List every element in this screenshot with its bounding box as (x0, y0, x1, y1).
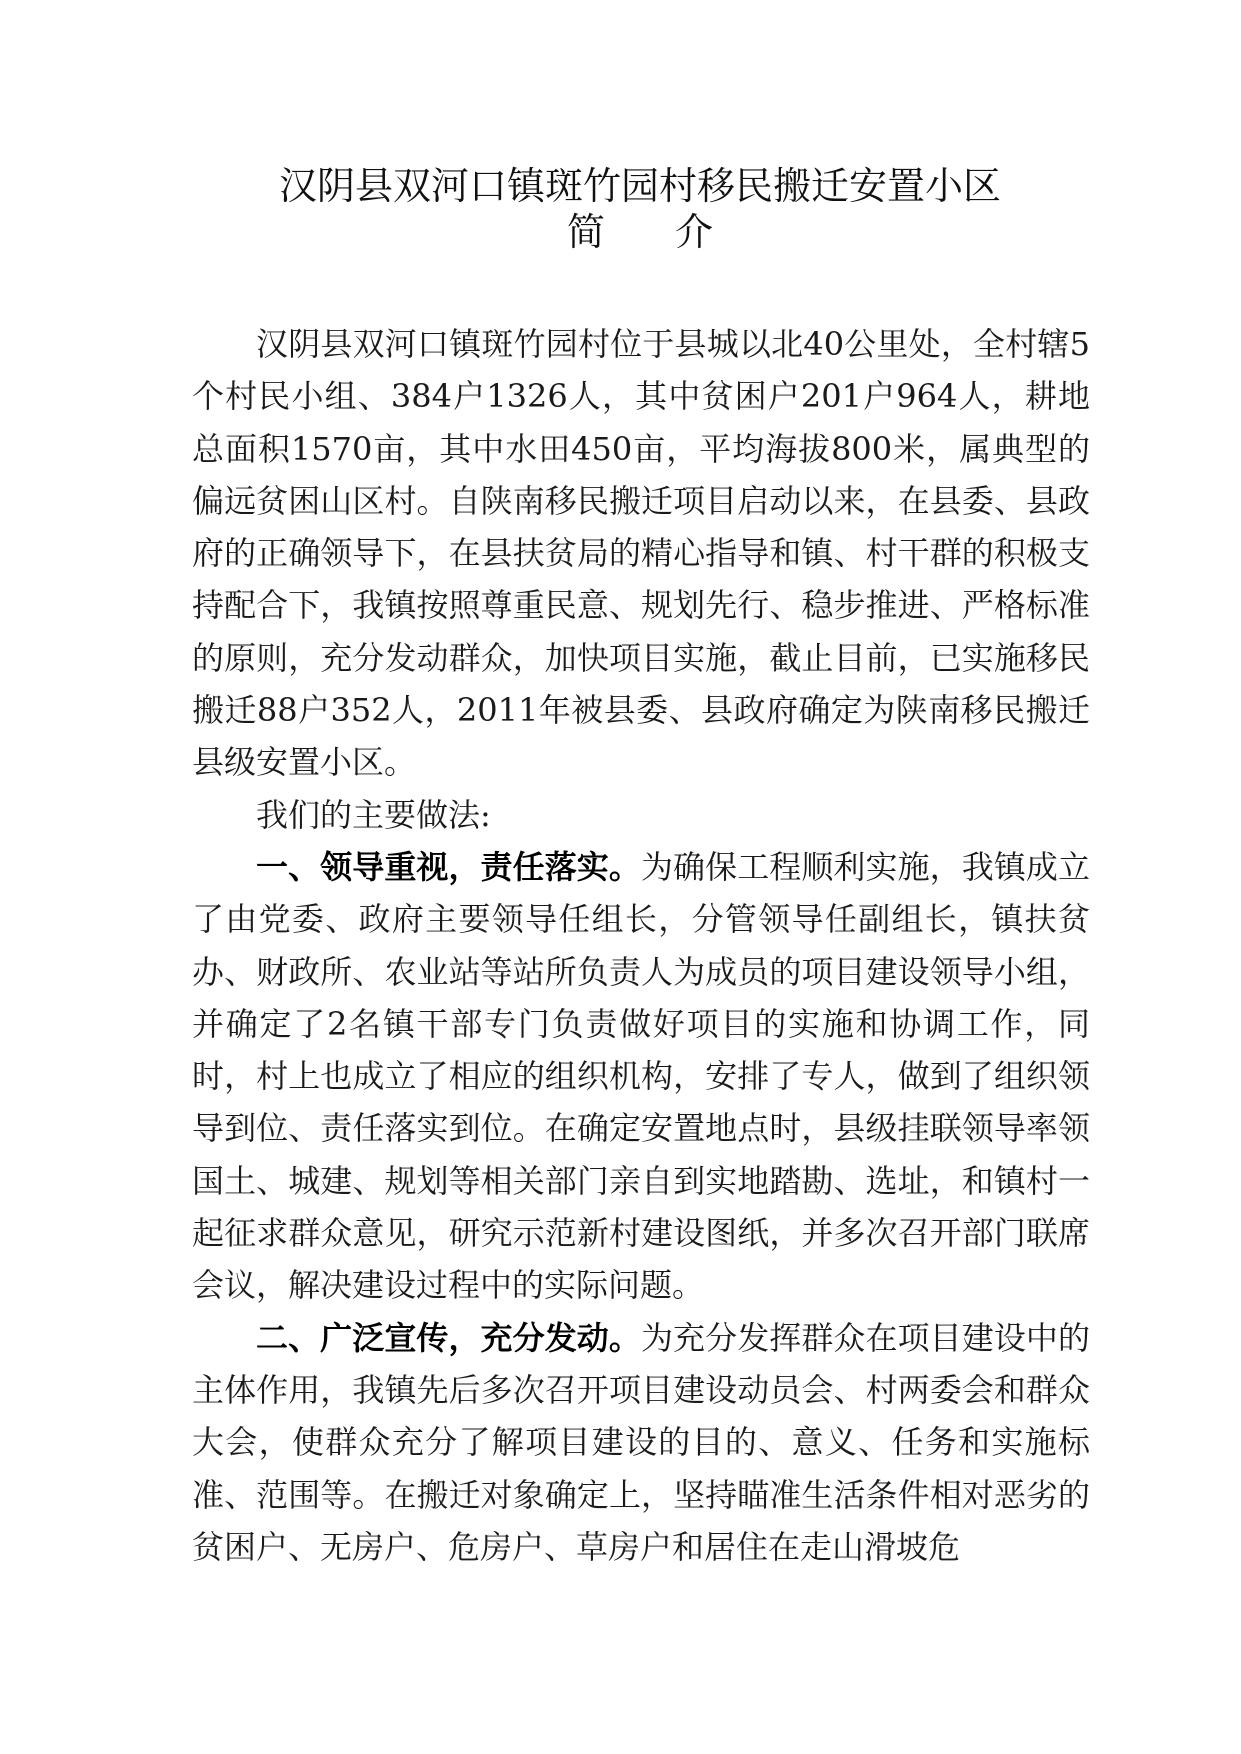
paragraph-text: 我们的主要做法: (256, 795, 491, 834)
document-body (192, 318, 1090, 1573)
methods-intro-paragraph (192, 789, 1090, 841)
paragraph-text: 汉阴县双河口镇斑竹园村位于县城以北40公里处，全村辖5个村民小组、384户1326人，其中贫困户201户964人，耕地总面积1570亩，其中水田450亩，平均海拔800米，属典型的偏远贫困山区村。自陕南移民搬迁项目启动以来，在县委、县政府的正确领导下，在县扶贫局的精心指导和镇、村干群的积极支持配合下，我镇按照尊重民意、规划先行、稳步推进、严格标准的原则，充分发动群众，加快项目实施，截止目前，已实施移民搬迁88户352人，2011年被县委、县政府确定为陕南移民搬迁县级安置小区。 (192, 325, 1090, 782)
section-2-text: 为充分发挥群众在项目建设中的主体作用，我镇先后多次召开项目建设动员会、村两委会和群众大会，使群众充分了解项目建设的目的、意义、任务和实施标准、范围等。在搬迁对象确定上，坚持瞄准生活条件相对恶劣的贫困户、无房户、危房户、草房户和居住在走山滑坡危 (192, 1318, 1090, 1566)
intro-paragraph (192, 318, 1090, 789)
document-title: 汉阴县双河口镇斑竹园村移民搬迁安置小区 (278, 164, 1001, 208)
section-1-paragraph (192, 841, 1090, 1312)
section-2-paragraph (192, 1312, 1090, 1573)
section-1-heading: 一、领导重视，责任落实。 (256, 847, 641, 886)
section-1-text: 为确保工程顺利实施，我镇成立了由党委、政府主要领导任组长，分管领导任副组长，镇扶贫办、财政所、农业站等站所负责人为成员的项目建设领导小组，并确定了2名镇干部专门负责做好项目的实施和协调工作，同时，村上也成立了相应的组织机构，安排了专人，做到了组织领导到位、责任落实到位。在确定安置地点时，县级挂联领导率领国土、城建、规划等相关部门亲自到实地踏勘、选址，和镇村一起征求群众意见，研究示范新村建设图纸，并多次召开部门联席会议，解决建设过程中的实际问题。 (192, 847, 1090, 1305)
section-2-heading: 二、广泛宣传，充分发动。 (256, 1318, 641, 1357)
document-subtitle: 简介 (566, 210, 783, 254)
